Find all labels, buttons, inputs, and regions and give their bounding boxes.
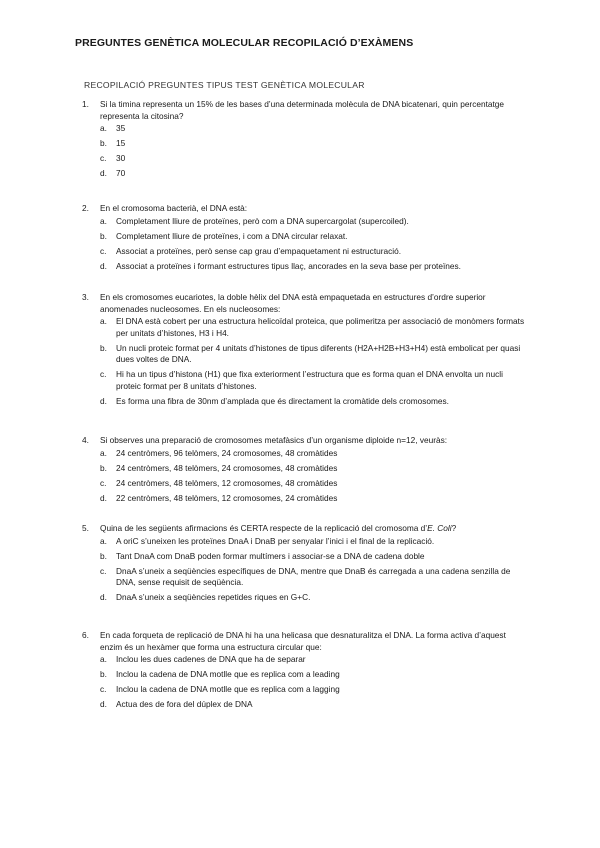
- option-letter: a.: [100, 123, 107, 134]
- option-letter: a.: [100, 447, 107, 458]
- question-text: En cada forqueta de replicació de DNA hi ha una helicasa que desnaturalitza el DNA. La forma activa d’aquest enzim és un hexàmer que forma una estructura circular que:: [100, 630, 506, 652]
- question-number: 6.: [82, 630, 89, 640]
- option-c: [80, 478, 530, 490]
- option-list: [80, 536, 530, 604]
- option-text: Associat a proteïnes, però sense cap grau d’empaquetament ni estructuració.: [116, 245, 402, 256]
- option-b: [80, 551, 530, 563]
- option-letter: b.: [100, 462, 107, 473]
- option-letter: a.: [100, 316, 107, 327]
- option-letter: d.: [100, 395, 107, 406]
- option-letter: a.: [100, 215, 107, 226]
- option-text: A oriC s’uneixen les proteïnes DnaA i DnaB per senyalar l’inici i el final de la replicació.: [116, 535, 435, 546]
- option-text: Completament lliure de proteïnes, però com a DNA supercargolat (supercoiled).: [116, 215, 409, 226]
- option-list: [80, 654, 530, 711]
- option-a: [80, 216, 530, 228]
- question-text-part: ?: [451, 523, 457, 533]
- question-stem: [80, 292, 530, 315]
- option-b: [80, 343, 530, 366]
- option-letter: b.: [100, 550, 107, 561]
- option-text: El DNA està cobert per una estructura helicoïdal proteica, que polimeritza per associació de monòmers formats per unitats d’histones, H3 i H4.: [116, 316, 525, 338]
- option-text: Un nucli proteic format per 4 unitats d’histones de tipus diferents (H2A+H2B+H3+H4) està embolicat per quasi dues voltes de DNA.: [116, 342, 521, 365]
- option-text: DnaA s’uneix a seqüències específiques de DNA, mentre que DnaB és carregada a una cadena senzilla de DNA, sense requisit de seqüència.: [116, 565, 511, 588]
- question-3: [80, 292, 530, 411]
- option-c: [80, 153, 530, 165]
- option-text: Es forma una fibra de 30nm d’amplada que és directament la cromàtide dels cromosomes.: [116, 395, 449, 406]
- option-text: Inclou la cadena de DNA motlle que es replica com a leading: [116, 669, 340, 680]
- option-list: [80, 448, 530, 505]
- question-number: 5.: [82, 523, 89, 533]
- option-text: 15: [116, 138, 126, 149]
- option-c: [80, 684, 530, 696]
- question-number: 1.: [82, 99, 89, 109]
- question-stem: [80, 99, 530, 122]
- option-b: [80, 669, 530, 681]
- option-letter: d.: [100, 492, 107, 503]
- option-d: [80, 261, 530, 273]
- option-c: [80, 246, 530, 258]
- option-d: [80, 592, 530, 604]
- option-a: [80, 123, 530, 135]
- option-letter: c.: [100, 477, 107, 488]
- option-a: [80, 316, 530, 339]
- option-d: [80, 168, 530, 180]
- question-text-part: Quina de les següents afirmacions és CERTA respecte de la replicació del cromosoma d’: [100, 523, 428, 533]
- option-text: Tant DnaA com DnaB poden formar multímers i associar-se a DNA de cadena doble: [116, 550, 425, 561]
- question-6: [80, 630, 530, 714]
- option-letter: c.: [100, 369, 107, 380]
- question-5: [80, 523, 530, 607]
- option-text: 24 centròmers, 48 telòmers, 12 cromosomes, 48 cromàtides: [116, 477, 338, 488]
- option-letter: d.: [100, 260, 107, 271]
- question-4: [80, 435, 530, 508]
- section-subtitle: RECOPILACIÓ PREGUNTES TIPUS TEST GENÈTICA MOLECULAR: [84, 80, 365, 90]
- question-stem: [80, 435, 530, 447]
- question-number: 3.: [82, 292, 89, 302]
- question-1: [80, 99, 530, 183]
- option-text: Inclou la cadena de DNA motlle que es replica com a lagging: [116, 684, 340, 695]
- question-text: En els cromosomes eucariotes, la doble hèlix del DNA està empaquetada en estructures d’ordre superior anomenades nucleosomes. En els nucleosomes:: [100, 292, 486, 314]
- option-letter: b.: [100, 230, 107, 241]
- option-text: 24 centròmers, 96 telòmers, 24 cromosomes, 48 cromàtides: [116, 447, 338, 458]
- option-text: 70: [116, 168, 126, 179]
- question-text: En el cromosoma bacterià, el DNA està:: [100, 203, 248, 213]
- option-list: [80, 316, 530, 407]
- species-name: E. Coli: [427, 523, 452, 533]
- option-b: [80, 138, 530, 150]
- option-text: DnaA s’uneix a seqüències repetides riques en G+C.: [116, 592, 311, 603]
- option-text: 22 centròmers, 48 telòmers, 12 cromosomes, 24 cromàtides: [116, 492, 338, 503]
- option-text: Completament lliure de proteïnes, i com a DNA circular relaxat.: [116, 230, 348, 241]
- option-letter: d.: [100, 168, 107, 179]
- option-text: Actua des de fora del dúplex de DNA: [116, 699, 253, 710]
- question-text: Si la timina representa un 15% de les bases d’una determinada molècula de DNA bicatenari, quin percentatge representa la citosina?: [100, 99, 505, 121]
- option-text: 24 centròmers, 48 telòmers, 24 cromosomes, 48 cromàtides: [116, 462, 338, 473]
- option-text: 30: [116, 153, 126, 164]
- option-text: Hi ha un tipus d’histona (H1) que fixa exteriorment l’estructura que es forma quan el DNA envolta un nucli proteic format per 8 unitats d’histones.: [116, 369, 503, 391]
- question-2: [80, 203, 530, 276]
- option-letter: d.: [100, 592, 107, 603]
- option-d: [80, 699, 530, 711]
- question-stem: [80, 630, 530, 653]
- question-stem: [80, 523, 530, 535]
- option-list: [80, 123, 530, 180]
- option-text: Associat a proteïnes i formant estructures tipus llaç, ancorades en la seva base per proteïnes.: [116, 260, 461, 271]
- option-letter: a.: [100, 535, 107, 546]
- option-c: [80, 369, 530, 392]
- question-number: 2.: [82, 203, 89, 213]
- option-b: [80, 463, 530, 475]
- option-letter: c.: [100, 245, 107, 256]
- option-letter: d.: [100, 699, 107, 710]
- option-letter: a.: [100, 654, 107, 665]
- option-list: [80, 216, 530, 273]
- option-b: [80, 231, 530, 243]
- option-letter: b.: [100, 669, 107, 680]
- option-d: [80, 493, 530, 505]
- option-letter: c.: [100, 153, 107, 164]
- question-stem: [80, 203, 530, 215]
- question-text: [100, 523, 530, 535]
- option-d: [80, 396, 530, 408]
- option-a: [80, 536, 530, 548]
- option-c: [80, 566, 530, 589]
- option-a: [80, 654, 530, 666]
- option-text: Inclou les dues cadenes de DNA que ha de separar: [116, 654, 306, 665]
- option-letter: c.: [100, 684, 107, 695]
- option-letter: b.: [100, 342, 107, 353]
- option-text: 35: [116, 123, 126, 134]
- option-letter: b.: [100, 138, 107, 149]
- option-a: [80, 448, 530, 460]
- document-title: PREGUNTES GENÈTICA MOLECULAR RECOPILACIÓ D’EXÀMENS: [75, 37, 414, 49]
- question-text: Si observes una preparació de cromosomes metafàsics d’un organisme diploide n=12, veuràs:: [100, 435, 448, 445]
- option-letter: c.: [100, 565, 107, 576]
- question-number: 4.: [82, 435, 89, 445]
